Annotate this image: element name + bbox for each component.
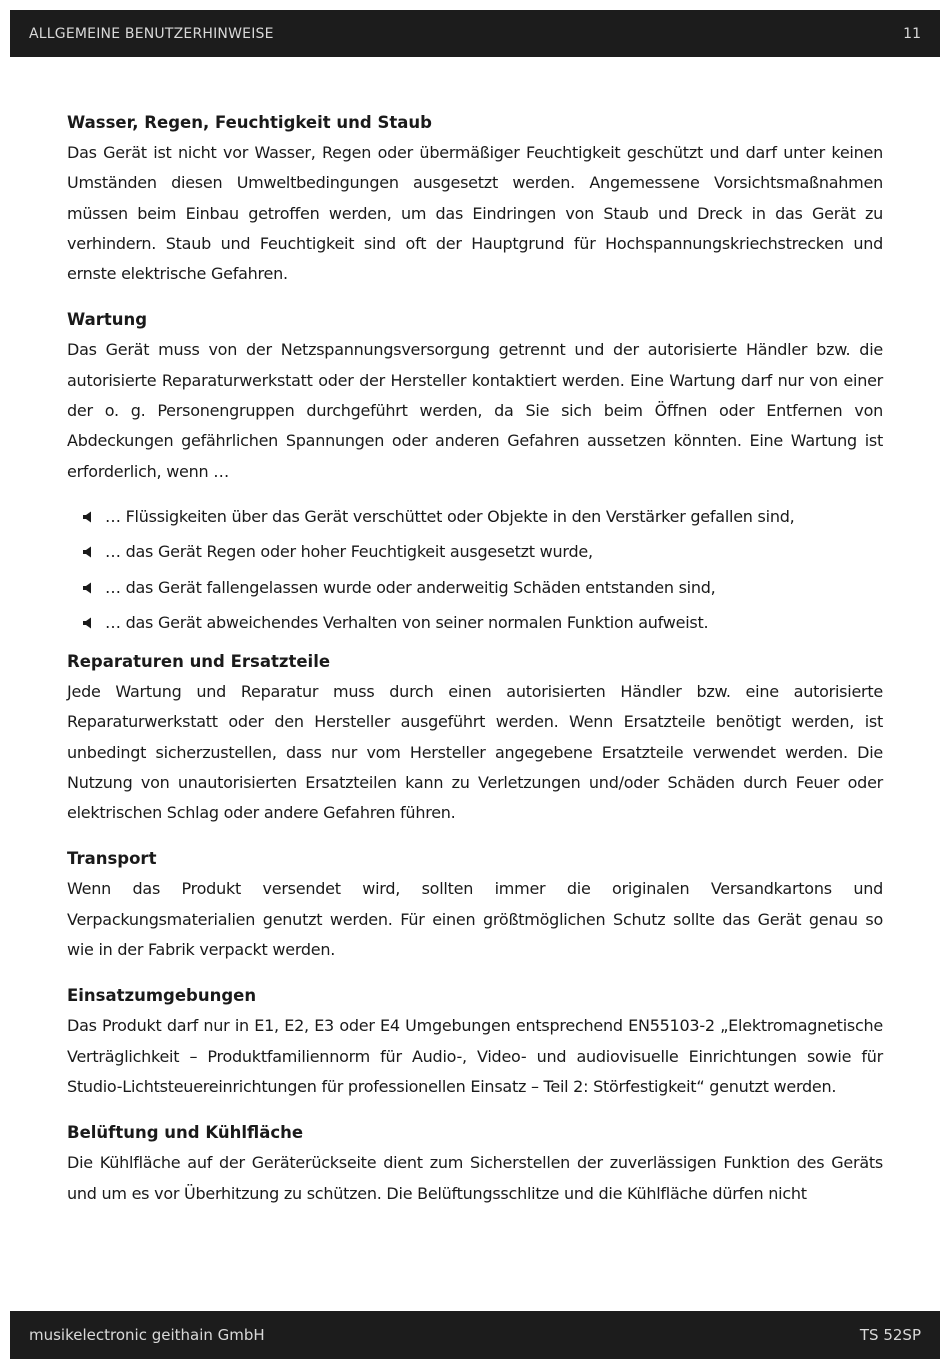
section-paragraph: Die Kühlfläche auf der Geräterückseite dient zum Sicherstellen der zuverlässigen Funktion des Geräts und um es vor Überhitzung zu schützen. Die Belüftungsschlitze und die Kühlfläche dürfen nicht bbox=[67, 1153, 883, 1203]
section-paragraph: Wenn das Produkt versendet wird, sollten immer die originalen Versandkartons und Verpackungsmaterialien genutzt werden. Für einen größtmöglichen Schutz sollte das Gerät genau so wie in der Fabrik verpackt werden. bbox=[67, 879, 883, 960]
speaker-icon bbox=[82, 582, 94, 594]
section-environments bbox=[67, 981, 883, 1102]
page-footer bbox=[10, 1311, 940, 1359]
section-heading: Transport bbox=[67, 849, 157, 869]
section-maintenance bbox=[67, 305, 883, 640]
footer-model: TS 52SP bbox=[859, 1326, 921, 1344]
speaker-icon bbox=[82, 617, 94, 629]
maintenance-conditions-list bbox=[67, 499, 883, 641]
section-paragraph: Das Gerät ist nicht vor Wasser, Regen oder übermäßiger Feuchtigkeit geschützt und darf unter keinen Umständen diesen Umweltbedingungen ausgesetzt werden. Angemessene Vorsichtsmaßnahmen müssen beim Einbau getroffen werden, um das Eindringen von Staub und Dreck in das Gerät zu verhindern. Staub und Feuchtigkeit sind oft der Hauptgrund für Hochspannungskriechstrecken und ernste elektrische Gefahren. bbox=[67, 143, 883, 284]
section-heading: Einsatzumgebungen bbox=[67, 986, 257, 1006]
list-item bbox=[67, 570, 883, 606]
speaker-icon bbox=[82, 546, 94, 558]
page-header bbox=[10, 10, 940, 57]
section-transport bbox=[67, 844, 883, 965]
page-number: 11 bbox=[903, 26, 921, 42]
section-heading: Belüftung und Kühlfläche bbox=[67, 1123, 304, 1143]
section-ventilation bbox=[67, 1118, 883, 1209]
section-heading: Wartung bbox=[67, 310, 148, 330]
list-item-text: … das Gerät Regen oder hoher Feuchtigkeit ausgesetzt wurde, bbox=[105, 542, 593, 562]
section-paragraph: Jede Wartung und Reparatur muss durch einen autorisierten Händler bzw. eine autorisierte Reparaturwerkstatt oder den Hersteller ausgeführt werden. Wenn Ersatzteile benötigt werden, ist unbedingt sicherzustellen, dass nur vom Hersteller angegebene Ersatzteile verwendet werden. Die Nutzung von unautorisierten Ersatzteilen kann zu Verletzungen und/oder Schäden durch Feuer oder elektrischen Schlag oder andere Gefahren führen. bbox=[67, 681, 883, 823]
footer-company: musikelectronic geithain GmbH bbox=[29, 1326, 265, 1344]
section-paragraph: Das Gerät muss von der Netzspannungsversorgung getrennt und der autorisierte Händler bzw. die autorisierte Reparaturwerkstatt oder der Hersteller kontaktiert werden. Eine Wartung darf nur von einer der o. g. Personengruppen durchgeführt werden, da Sie sich beim Öffnen oder Entfernen von Abdeckungen gefährlichen Spannungen oder anderen Gefahren aussetzen könnten. Eine Wartung ist erforderlich, wenn … bbox=[67, 340, 883, 481]
document-body bbox=[67, 108, 883, 1225]
section-repairs bbox=[67, 647, 883, 828]
header-title: ALLGEMEINE BENUTZERHINWEISE bbox=[29, 26, 274, 42]
list-item bbox=[67, 499, 883, 535]
list-item bbox=[67, 605, 883, 641]
section-heading: Wasser, Regen, Feuchtigkeit und Staub bbox=[67, 113, 432, 132]
list-item-text: … das Gerät fallengelassen wurde oder anderweitig Schäden entstanden sind, bbox=[105, 577, 716, 597]
section-heading: Reparaturen und Ersatzteile bbox=[67, 651, 331, 671]
section-water bbox=[67, 108, 883, 289]
speaker-icon bbox=[82, 511, 94, 523]
list-item-text: … das Gerät abweichendes Verhalten von seiner normalen Funktion aufweist. bbox=[105, 613, 709, 633]
list-item-text: … Flüssigkeiten über das Gerät verschüttet oder Objekte in den Verstärker gefallen sind, bbox=[105, 506, 795, 526]
list-item bbox=[67, 534, 883, 570]
section-paragraph: Das Produkt darf nur in E1, E2, E3 oder E4 Umgebungen entsprechend EN55103-2 „Elektromagnetische Verträglichkeit – Produktfamiliennorm für Audio-, Video- und audiovisuelle Einrichtungen sowie für Studio-Lichtsteuereinrichtungen für professionellen Einsatz – Teil 2: Störfestigkeit“ genutzt werden. bbox=[67, 1016, 883, 1096]
